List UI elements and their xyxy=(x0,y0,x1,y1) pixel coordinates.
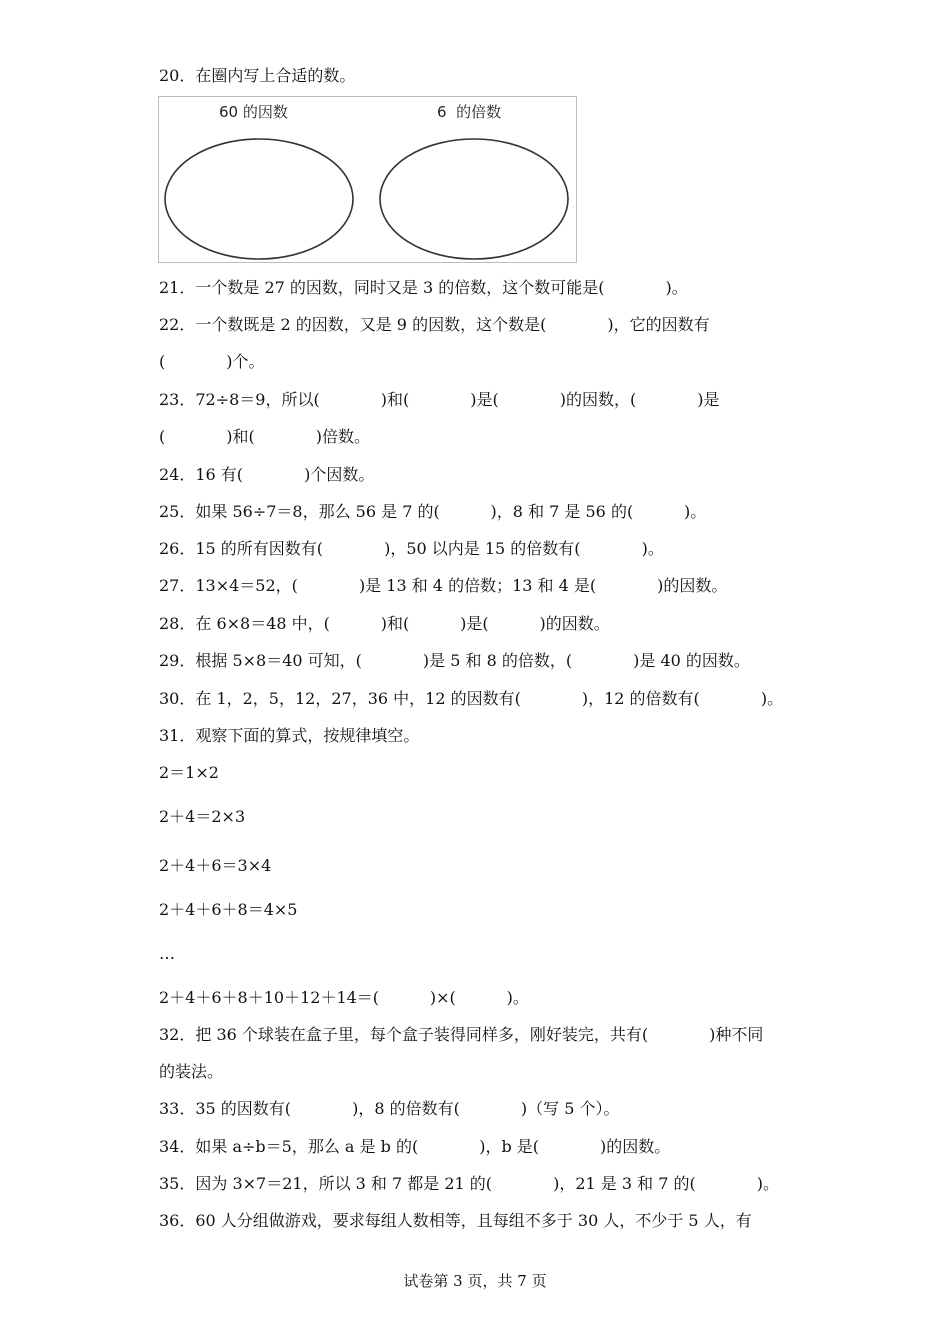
pattern-line-4: 2＋4＋6＋8＝4×5 xyxy=(159,900,298,919)
question-27: 27．13×4＝52，( )是 13 和 4 的倍数；13 和 4 是( )的因数。 xyxy=(159,576,728,595)
question-23-cont: ( )和( )倍数。 xyxy=(159,427,371,446)
question-21: 21．一个数是 27 的因数，同时又是 3 的倍数，这个数可能是( )。 xyxy=(159,278,688,297)
pattern-question: 2＋4＋6＋8＋10＋12＋14＝( )×( )。 xyxy=(159,988,529,1007)
question-30: 30．在 1，2，5，12，27，36 中，12 的因数有( )，12 的倍数有( )。 xyxy=(159,689,784,708)
question-33: 33．35 的因数有( )，8 的倍数有( )（写 5 个）。 xyxy=(159,1099,620,1118)
question-36: 36．60 人分组做游戏，要求每组人数相等，且每组不多于 30 人，不少于 5 人，有 xyxy=(159,1211,752,1230)
question-24: 24．16 有( )个因数。 xyxy=(159,465,375,484)
question-23: 23．72÷8＝9，所以( )和( )是( )的因数，( )是 xyxy=(159,390,720,409)
circle-figure xyxy=(158,96,577,263)
page-footer: 试卷第 3 页，共 7 页 xyxy=(403,1272,547,1290)
question-34: 34．如果 a÷b＝5，那么 a 是 b 的( )，b 是( )的因数。 xyxy=(159,1137,671,1156)
factors-of-60-ellipse[interactable] xyxy=(165,139,353,259)
question-25: 25．如果 56÷7＝8，那么 56 是 7 的( )，8 和 7 是 56 的( )。 xyxy=(159,502,707,521)
multiples-of-6-ellipse[interactable] xyxy=(380,139,568,259)
question-22-cont: ( )个。 xyxy=(159,352,265,371)
pattern-line-2: 2＋4＝2×3 xyxy=(159,807,246,826)
question-32-cont: 的装法。 xyxy=(159,1062,224,1081)
question-32: 32．把 36 个球装在盒子里，每个盒子装得同样多，刚好装完，共有( )种不同 xyxy=(159,1025,764,1044)
ellipses xyxy=(159,97,578,264)
question-20: 20．在圈内写上合适的数。 xyxy=(159,66,356,85)
multiples-of-6-label: 6 的倍数 xyxy=(437,103,502,121)
question-22: 22．一个数既是 2 的因数，又是 9 的因数，这个数是( )，它的因数有 xyxy=(159,315,710,334)
question-28: 28．在 6×8＝48 中，( )和( )是( )的因数。 xyxy=(159,614,610,633)
pattern-ellipsis: … xyxy=(159,944,175,963)
pattern-line-1: 2＝1×2 xyxy=(159,763,219,782)
question-26: 26．15 的所有因数有( )，50 以内是 15 的倍数有( )。 xyxy=(159,539,664,558)
question-29: 29．根据 5×8＝40 可知，( )是 5 和 8 的倍数，( )是 40 的因数。 xyxy=(159,651,750,670)
pattern-line-3: 2＋4＋6＝3×4 xyxy=(159,856,272,875)
question-31: 31．观察下面的算式，按规律填空。 xyxy=(159,726,420,745)
question-35: 35．因为 3×7＝21，所以 3 和 7 都是 21 的( )，21 是 3 和 7 的( )。 xyxy=(159,1174,779,1193)
factors-of-60-label: 60 的因数 xyxy=(219,103,288,121)
